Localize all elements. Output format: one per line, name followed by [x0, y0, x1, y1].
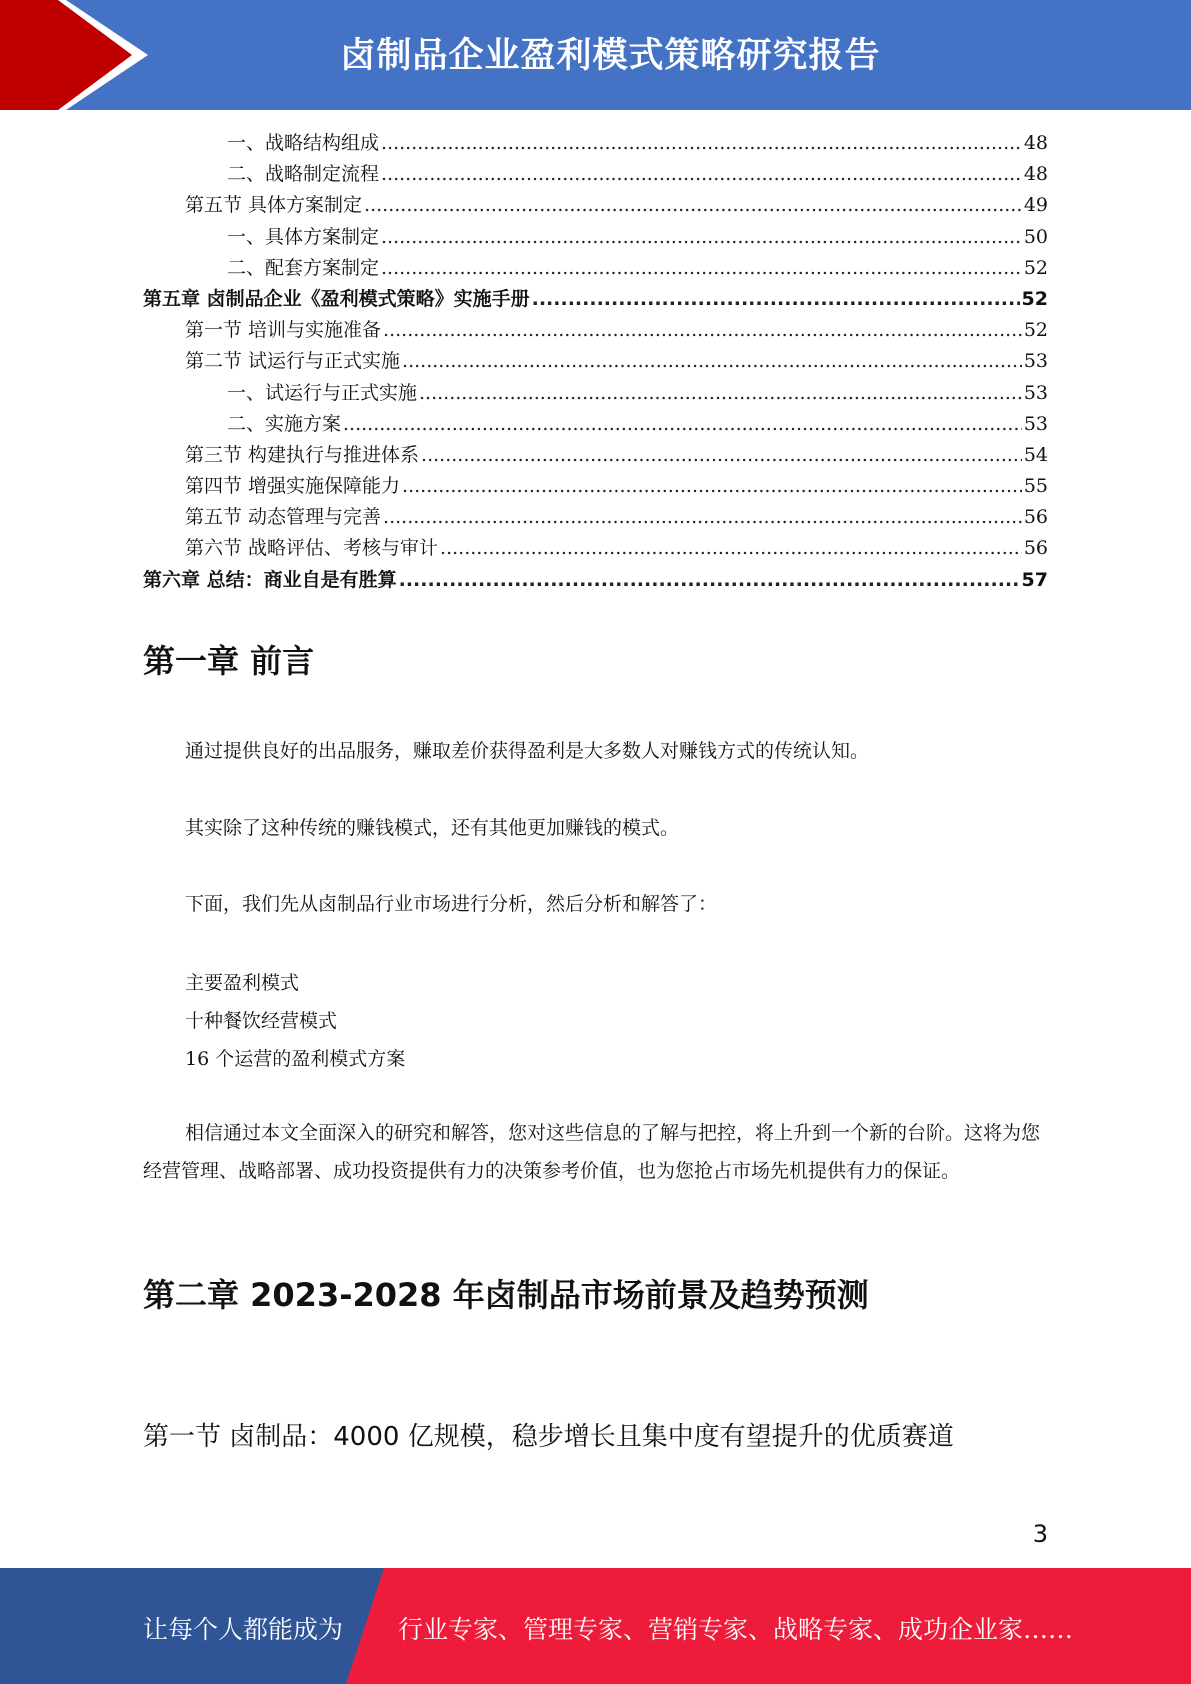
toc-entry-page: 52 [1023, 319, 1048, 342]
toc-entry-title: 二、配套方案制定 [227, 256, 380, 279]
toc-entry-page: 56 [1023, 537, 1048, 560]
document-title: 卤制品企业盈利模式策略研究报告 [340, 36, 881, 76]
list-item: 十种餐饮经营模式 [185, 1010, 338, 1032]
toc-leader-dots [381, 222, 1022, 253]
toc-entry[interactable] [143, 346, 1048, 377]
toc-entry-page: 53 [1023, 350, 1048, 373]
toc-entry[interactable] [143, 440, 1048, 471]
chapter-heading: 第二章 2023-2028 年卤制品市场前景及趋势预测 [143, 1276, 869, 1314]
toc-entry-page: 49 [1023, 194, 1048, 217]
list-item: 主要盈利模式 [185, 972, 300, 994]
toc-leader-dots [364, 190, 1022, 221]
toc-leader-dots [402, 471, 1022, 502]
toc-entry-page: 53 [1023, 381, 1048, 404]
toc-entry-title: 二、实施方案 [227, 412, 342, 435]
toc-leader-dots [381, 159, 1022, 190]
toc-entry[interactable] [143, 409, 1048, 440]
toc-entry-title: 第六章 总结：商业自是有胜算 [143, 568, 397, 591]
toc-entry-title: 第二节 试运行与正式实施 [185, 350, 401, 373]
footer-slogan-left: 让每个人都能成为 [143, 1615, 344, 1644]
toc-entry-page: 52 [1023, 256, 1048, 279]
toc-entry-page: 54 [1023, 443, 1048, 466]
toc-entry-title: 第四节 增强实施保障能力 [185, 475, 401, 498]
toc-entry-title: 第一节 培训与实施准备 [185, 319, 382, 342]
toc-leader-dots [402, 346, 1022, 377]
toc-entry-title: 第六节 战略评估、考核与审计 [185, 537, 439, 560]
toc-leader-dots [399, 565, 1020, 596]
toc-entry[interactable] [143, 253, 1048, 284]
paragraph: 下面，我们先从卤制品行业市场进行分析，然后分析和解答了： [185, 893, 718, 915]
footer-slogan-right: 行业专家、管理专家、营销专家、战略专家、成功企业家…… [398, 1615, 1074, 1644]
page-footer [0, 1568, 1191, 1684]
toc-entry[interactable] [143, 502, 1048, 533]
toc-entry[interactable] [143, 565, 1048, 596]
toc-entry[interactable] [143, 128, 1048, 159]
toc-leader-dots [383, 502, 1022, 533]
toc-entry-title: 一、战略结构组成 [227, 132, 380, 154]
toc-leader-dots [381, 253, 1022, 284]
toc-entry-page: 55 [1023, 475, 1048, 498]
toc-entry[interactable] [143, 315, 1048, 346]
list-item: 16 个运营的盈利模式方案 [185, 1048, 406, 1070]
paragraph: 相信通过本文全面深入的研究和解答，您对这些信息的了解与把控，将上升到一个新的台阶。这将为您经营管理、战略部署、成功投资提供有力的决策参考价值，也为您抢占市场先机提供有力的保证。 [143, 1122, 1041, 1182]
toc-entry-title: 一、具体方案制定 [227, 225, 380, 248]
toc-entry[interactable] [143, 471, 1048, 502]
toc-entry[interactable] [143, 159, 1048, 190]
toc-entry-title: 第五章 卤制品企业《盈利模式策略》实施手册 [143, 287, 530, 310]
chapter-heading: 第一章 前言 [143, 642, 315, 680]
toc-entry[interactable] [143, 533, 1048, 564]
toc-entry[interactable] [143, 190, 1048, 221]
toc-entry-title: 第五节 动态管理与完善 [185, 506, 382, 529]
section-heading: 第一节 卤制品：4000 亿规模，稳步增长且集中度有望提升的优质赛道 [143, 1422, 954, 1452]
toc-leader-dots [421, 440, 1022, 471]
toc-leader-dots [381, 128, 1022, 159]
toc-entry[interactable] [143, 284, 1048, 315]
toc-entry[interactable] [143, 378, 1048, 409]
page-header [0, 0, 1191, 110]
toc-leader-dots [419, 378, 1022, 409]
page-number: 3 [1032, 1520, 1048, 1548]
toc-entry-page: 48 [1023, 132, 1048, 154]
toc-leader-dots [532, 284, 1020, 315]
table-of-contents [143, 128, 1048, 596]
toc-entry-title: 第三节 构建执行与推进体系 [185, 443, 420, 466]
toc-entry-title: 二、战略制定流程 [227, 163, 380, 186]
toc-entry-page: 52 [1021, 287, 1048, 310]
toc-entry-page: 53 [1023, 412, 1048, 435]
toc-leader-dots [343, 409, 1022, 440]
paragraph: 通过提供良好的出品服务，赚取差价获得盈利是大多数人对赚钱方式的传统认知。 [185, 740, 870, 762]
toc-entry-page: 57 [1021, 568, 1048, 591]
toc-entry-page: 48 [1023, 163, 1048, 186]
toc-leader-dots [440, 533, 1022, 564]
toc-entry-page: 50 [1023, 225, 1048, 248]
paragraph: 其实除了这种传统的赚钱模式，还有其他更加赚钱的模式。 [185, 817, 680, 839]
toc-entry-title: 一、试运行与正式实施 [227, 381, 418, 404]
toc-leader-dots [383, 315, 1022, 346]
toc-entry-title: 第五节 具体方案制定 [185, 194, 363, 217]
toc-entry[interactable] [143, 222, 1048, 253]
toc-entry-page: 56 [1023, 506, 1048, 529]
